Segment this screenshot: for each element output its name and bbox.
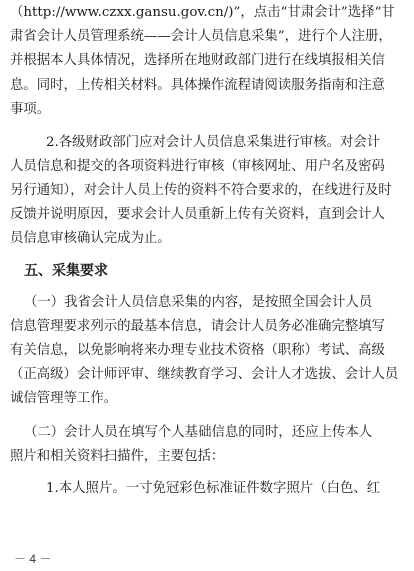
section-heading: 五、采集要求	[24, 263, 108, 279]
paragraph-line: 事项。	[10, 102, 51, 117]
page-number: － 4 －	[14, 552, 52, 566]
paragraph-line: 2.各级财政部门应对会计人员信息采集进行审核。对会计	[46, 135, 381, 150]
paragraph-line: 有关信息，以免影响将来办理专业技术资格（职称）考试、高级	[10, 343, 385, 358]
paragraph-line: （二）会计人员在填写个人基础信息的同时，还应上传本人	[24, 425, 373, 440]
paragraph-line: 诚信管理等工作。	[10, 391, 118, 406]
paragraph-line: （正高级）会计师评审、继续教育学习、会计人才选拔、会计人员	[10, 367, 399, 382]
paragraph-line: 并根据本人具体情况，选择所在地财政部门进行在线填报相关信	[10, 53, 385, 68]
paragraph-line: （一）我省会计人员信息采集的内容，是按照全国会计人员	[24, 295, 373, 310]
paragraph-line: 1.本人照片。一寸免冠彩色标准证件数字照片（白色、红	[46, 481, 381, 496]
paragraph-line: 照片和相关资料扫描件，主要包括：	[10, 449, 225, 464]
paragraph-line: 息。同时，上传相关材料。具体操作流程请阅读服务指南和注意	[10, 78, 385, 93]
paragraph-line: 信息管理要求列示的最基本信息，请会计人员务必准确完整填写	[10, 319, 385, 334]
paragraph-line: 另行通知），对会计人员上传的资料不符合要求的，在线进行及时	[10, 183, 392, 198]
paragraph-line: 反馈并说明原因，要求会计人员重新上传有关资料，直到会计人	[10, 207, 385, 222]
paragraph-line: 肃省会计人员管理系统——会计人员信息采集”，进行个人注册，	[10, 29, 392, 44]
paragraph-line: 人员信息和提交的各项资料进行审核（审核网址、用户名及密码	[10, 159, 385, 174]
paragraph-line: 员信息审核确认完成为止。	[10, 231, 171, 246]
paragraph-line: （http://www.czxx.gansu.gov.cn/)”，点击“甘肃会计”选择“甘	[10, 5, 395, 20]
